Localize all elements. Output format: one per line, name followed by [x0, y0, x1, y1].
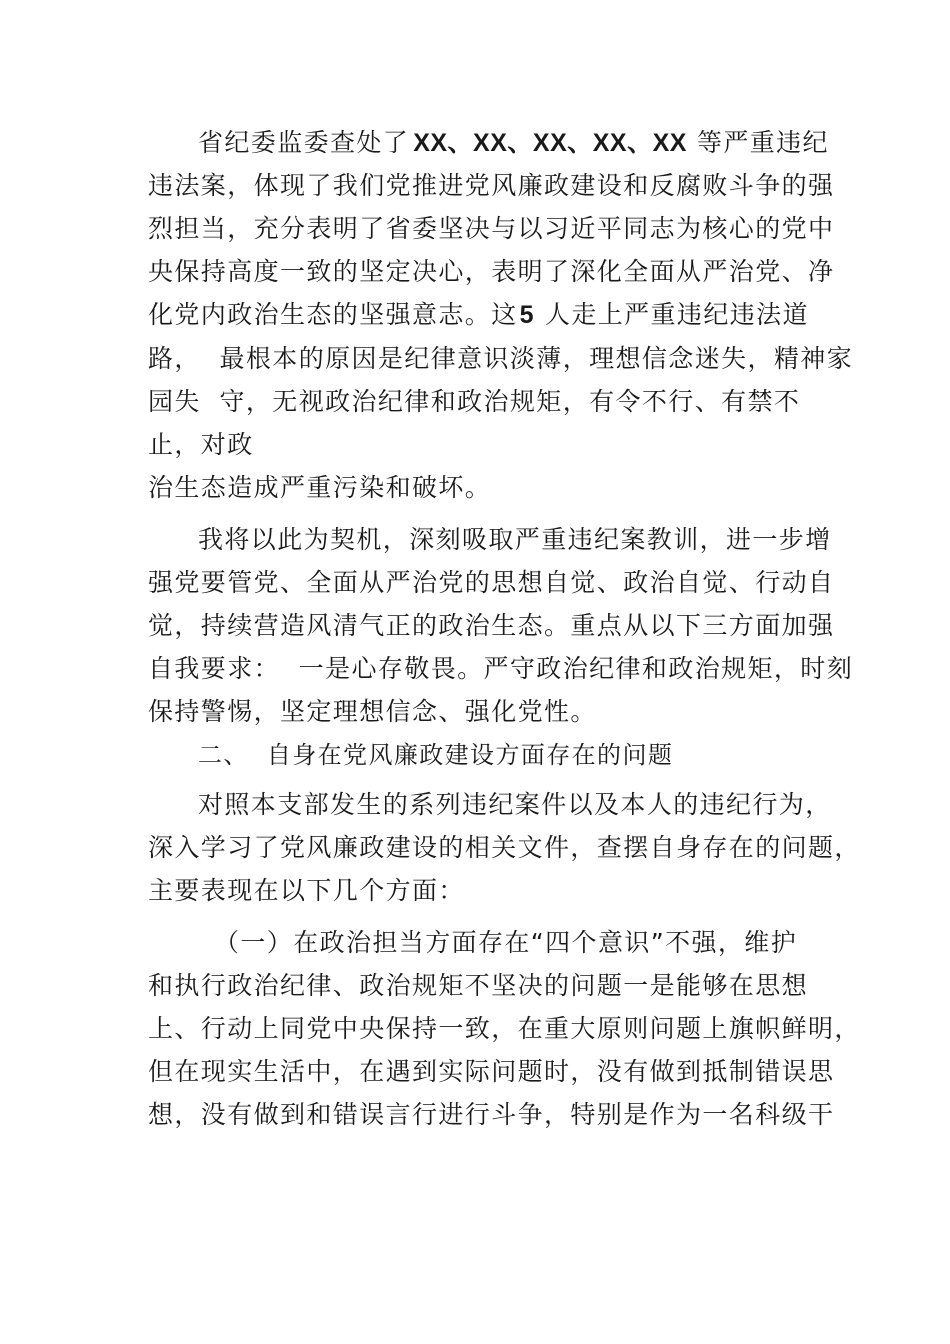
p1-text: 化党内政治生态的坚强意志。这: [148, 300, 518, 329]
p1-line-2: 违法案，体现了我们党推进党风廉政建设和反腐败斗争的强: [148, 171, 835, 200]
p1-text: 省纪委监委查处了: [198, 128, 410, 157]
p1-text: 人走上严重违纪违法道: [544, 300, 809, 329]
p1-line-4: 央保持高度一致的坚定决心，表明了深化全面从严治党、净: [148, 257, 835, 286]
p1-line-5: [148, 300, 809, 330]
p2-line-2: 强党要管党、全面从严治党的思想自觉、政治自觉、行动自: [148, 568, 835, 597]
section-heading-2: 二、 自身在党风廉政建设方面存在的问题: [198, 741, 674, 769]
count-number: 5: [519, 301, 535, 329]
p1-line-7: 园失 守，无视政治纪律和政治规矩，有令不行、有禁不: [148, 387, 801, 416]
p2-line-5: 保持警惕，坚定理想信念、强化党性。: [148, 697, 597, 726]
p4-line-1: （一）在政治担当方面存在“四个意识”不强，维护: [214, 928, 798, 957]
p4-line-4: 但在现实生活中，在遇到实际问题时，没有做到抵制错误思: [148, 1057, 835, 1086]
p3-line-3: 主要表现在以下几个方面：: [148, 876, 465, 905]
p1-line-3: 烈担当，充分表明了省委坚决与以习近平同志为核心的党中: [148, 214, 835, 243]
p4-line-5: 想，没有做到和错误言行进行斗争，特别是作为一名科级干: [148, 1100, 835, 1129]
p1-line-9: 治生态造成严重污染和破坏。: [148, 473, 492, 502]
p1-text: 等严重违纪: [696, 128, 829, 157]
p4-line-2: 和执行政治纪律、政治规矩不坚决的问题一是能够在思想: [148, 971, 809, 1000]
p4-line-3: 上、行动上同党中央保持一致，在重大原则问题上旗帜鲜明，: [148, 1014, 861, 1043]
p1-line-1: [198, 128, 829, 158]
p2-line-1: 我将以此为契机，深刻吸取严重违纪案教训，进一步增: [198, 525, 832, 554]
p1-line-8: 止，对政: [148, 430, 254, 459]
p3-line-2: 深入学习了党风廉政建设的相关文件，查摆自身存在的问题，: [148, 833, 861, 862]
p1-line-6: 路， 最根本的原因是纪律意识淡薄，理想信念迷失，精神家: [148, 344, 854, 373]
p2-line-4: 自我要求： 一是心存敬畏。严守政治纪律和政治规矩，时刻: [148, 654, 854, 683]
p2-line-3: 觉，持续营造风清气正的政治生态。重点从以下三方面加强: [148, 611, 835, 640]
p3-line-1: 对照本支部发生的系列违纪案件以及本人的违纪行为，: [198, 790, 832, 819]
case-names: XX、XX、XX、XX、XX: [413, 129, 687, 157]
